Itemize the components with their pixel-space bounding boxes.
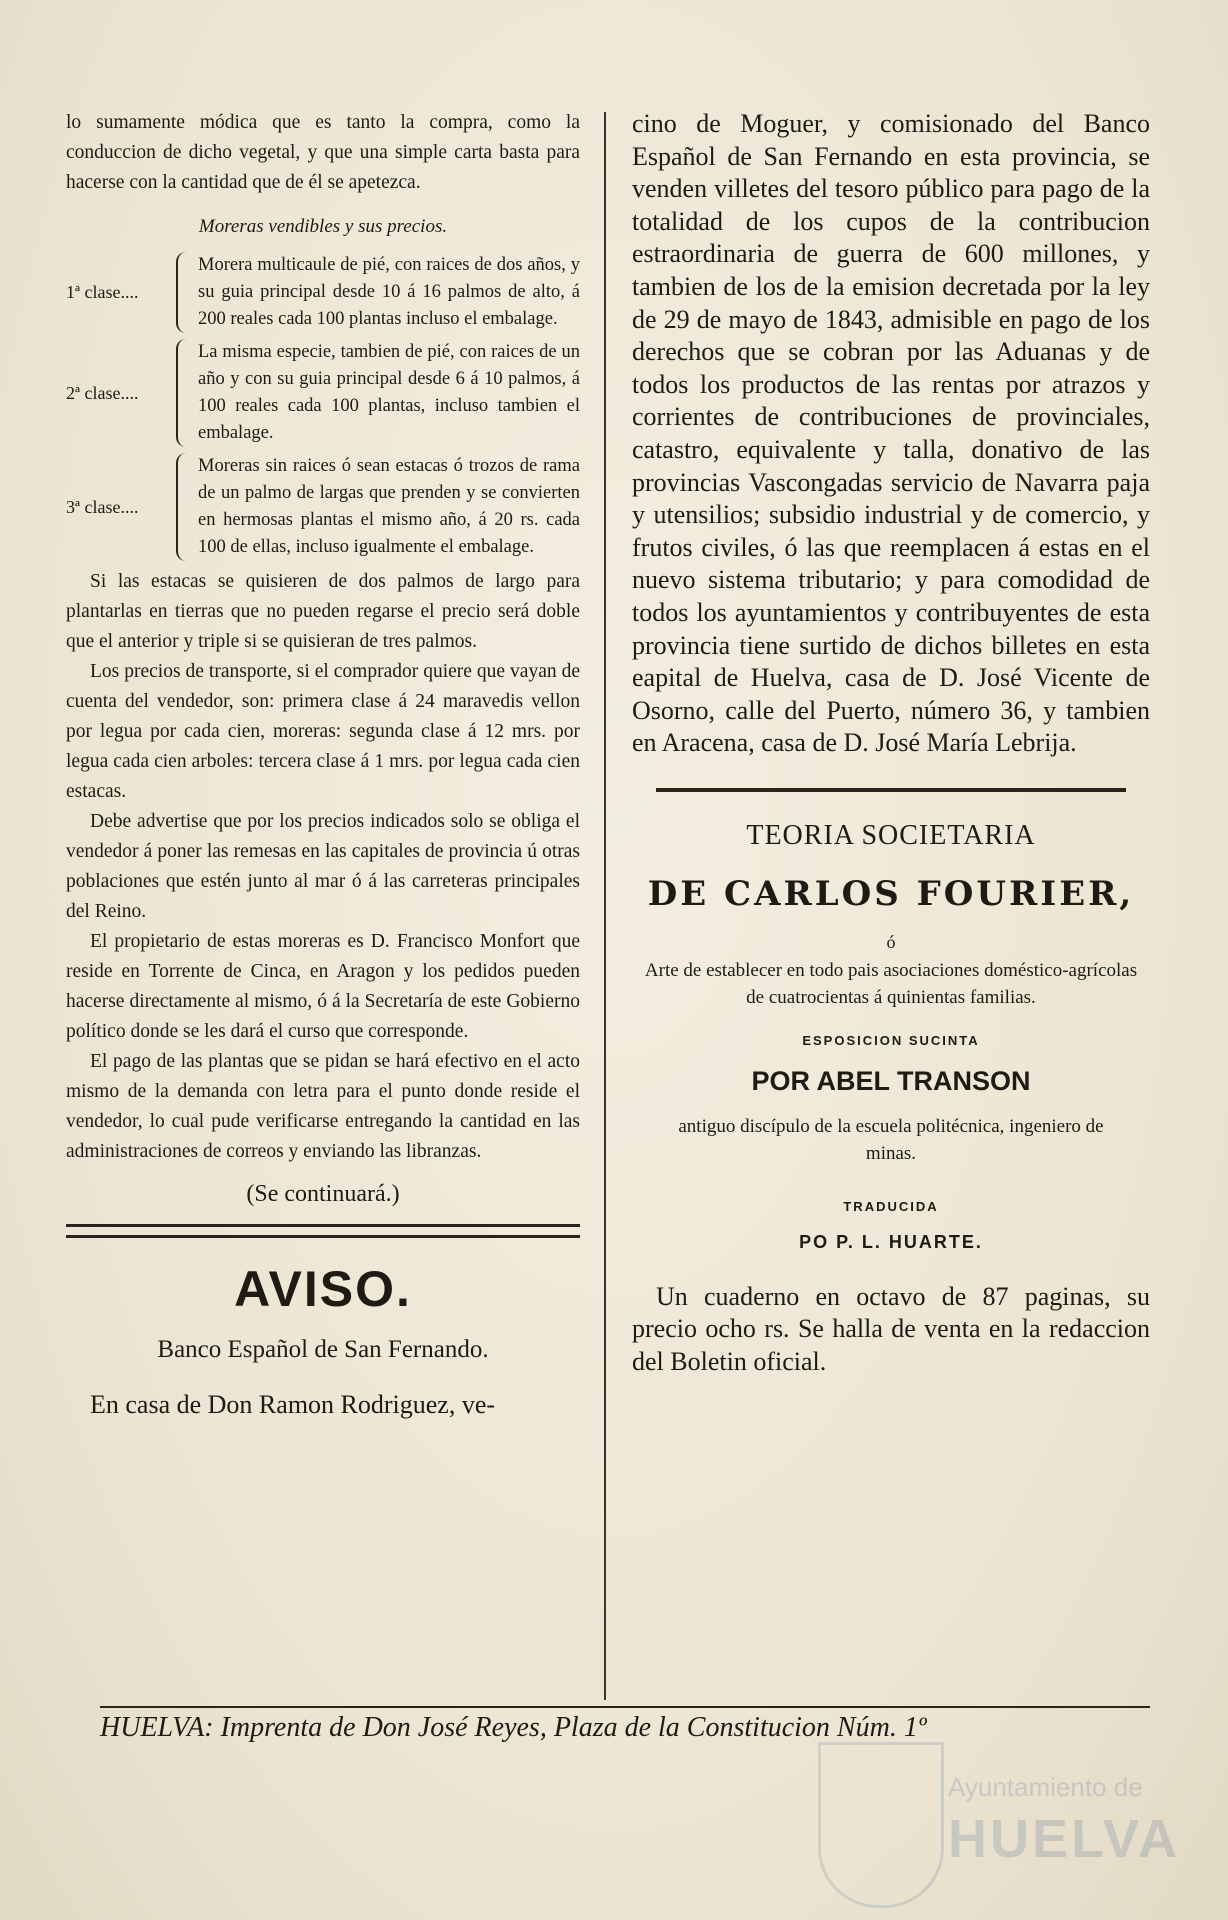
class-label: 2ª clase.... [66, 382, 139, 403]
sale-notice: Un cuaderno en octavo de 87 paginas, su precio ocho rs. Se halla de venta en la redaccion del Boletin oficial. [632, 1281, 1150, 1377]
aviso-heading: AVISO. [234, 1261, 412, 1317]
price-class-3 [66, 453, 580, 561]
class-label: 1ª clase.... [66, 282, 139, 302]
book-subtitle: DE CARLOS FOURIER, [647, 873, 1135, 914]
price-class-2 [66, 339, 580, 447]
class-text: Moreras sin raices ó sean estacas ó trozos de rama de un palmo de largas que prenden y se convierten en hermosas plantas el mismo año, á 20 rs. cada 100 de ellas, incluso igualmente el embalage. [198, 456, 580, 557]
left-column [66, 108, 580, 1421]
aviso-bank: Banco Español de San Fernando. [157, 1336, 489, 1363]
class-label: 3ª clase.... [66, 496, 139, 517]
shield-icon [818, 1742, 944, 1908]
book-author: POR ABEL TRANSON [751, 1065, 1031, 1096]
watermark-line1: Ayuntamiento de [948, 1772, 1143, 1802]
watermark-line2: HUELVA [948, 1809, 1180, 1869]
translator: PO P. L. HUARTE. [799, 1231, 983, 1252]
paragraph-stakes: Si las estacas se quisieren de dos palmos de largo para plantarlas en tierras que no pueden regarse el precio será doble que el anterior y triple si se quisieran de tres palmos. [66, 571, 580, 652]
price-class-1 [66, 252, 580, 333]
to-be-continued: (Se continuará.) [246, 1181, 400, 1207]
section-divider [656, 788, 1126, 792]
paragraph-owner: El propietario de estas moreras es D. Francisco Monfort que reside en Torrente de Cinca, en Aragon y los pedidos pueden hacerse directamente al mismo, ó á la Secretaría de este Gobierno político donde se les dará el curso que corresponde. [66, 931, 580, 1042]
aviso-continuation: cino de Moguer, y comisionado del Banco Español de San Fernando en esta provincia, se venden villetes del tesoro público para pago de la totalidad de los cupos de la contribucion estraordinaria de guerra de 600 millones, y tambien de los de la emision decretada por la ley de 29 de mayo de 1843, admisible en pago de los derechos que se cobran por las Aduanas y de todos los productos de las rentas por atrazos y corrientes de contribuciones de provinciales, catastro, equivalente y talla, donativo de las provincias Vascongadas servicio de Navarra paja y utensilios; subsidio industrial y de comercio, y frutos civiles, ó las que reemplacen á estas en el nuevo sistema tributario; y para comodidad de todos los ayuntamientos y contribuyentes de esta provincia tiene surtido de dichos billetes en esta eapital de Huelva, casa de D. José Vicente de Osorno, calle del Puerto, número 36, y tambien en Aracena, casa de D. José María Lebrija. [632, 109, 1150, 758]
paragraph-payment: El pago de las plantas que se pidan se hará efectivo en el acto mismo de la demanda con letra para el punto donde reside el vendedor, lo cual pude verificarse entregando la cantidad en las administraciones de correos y enviando las libranzas. [66, 1051, 580, 1162]
imprint-footer: HUELVA: Imprenta de Don José Reyes, Plaza de la Constitucion Núm. 1º [100, 1712, 927, 1743]
book-description: Arte de establecer en todo pais asociaciones doméstico-agrícolas de cuatrocientas á quinientas familias. [644, 959, 1138, 1008]
class-text: La misma especie, tambien de pié, con raices de un año y con su guia principal desde 6 á 10 palmos, á 100 reales cada 100 plantas, incluso tambien el embalage. [198, 342, 580, 443]
book-or: ó [886, 931, 896, 952]
brace-icon [176, 252, 192, 333]
section-subhead: Moreras vendibles y sus precios. [198, 216, 448, 237]
intro-paragraph: lo sumamente módica que es tanto la compra, como la conduccion de dicho vegetal, y que una simple carta basta para hacerse con la cantidad que de él se apetezca. [66, 112, 580, 193]
section-divider [66, 1224, 580, 1238]
book-exposition: ESPOSICION SUCINTA [802, 1032, 980, 1048]
paragraph-transport: Los precios de transporte, si el comprador quiere que vayan de cuenta del vendedor, son: primera clase á 24 maravedis vellon por legua por cada cien, moreras: segunda clase á 12 mrs. por legua cada cien arboles: tercera clase á 1 mrs. por legua cada cien estacas. [66, 661, 580, 802]
column-divider [604, 112, 606, 1700]
watermark [818, 1742, 1180, 1912]
translated-label: TRADUCIDA [843, 1198, 939, 1214]
footer-divider [100, 1706, 1150, 1708]
aviso-start: En casa de Don Ramon Rodriguez, ve- [90, 1390, 496, 1419]
brace-icon [176, 453, 192, 561]
class-text: Morera multicaule de pié, con raices de dos años, y su guia principal desde 10 á 16 palmos de alto, á 200 reales cada 100 plantas incluso el embalage. [198, 255, 580, 329]
author-description: antiguo discípulo de la escuela politécnica, ingeniero de minas. [678, 1115, 1104, 1164]
book-title: TEORIA SOCIETARIA [746, 819, 1036, 851]
right-column [632, 108, 1150, 1379]
paragraph-notice: Debe advertise que por los precios indicados solo se obliga el vendedor á poner las remesas en las capitales de provincia ú otras poblaciones que estén junto al mar ó á las carreteras principales del Reino. [66, 811, 580, 922]
brace-icon [176, 339, 192, 447]
